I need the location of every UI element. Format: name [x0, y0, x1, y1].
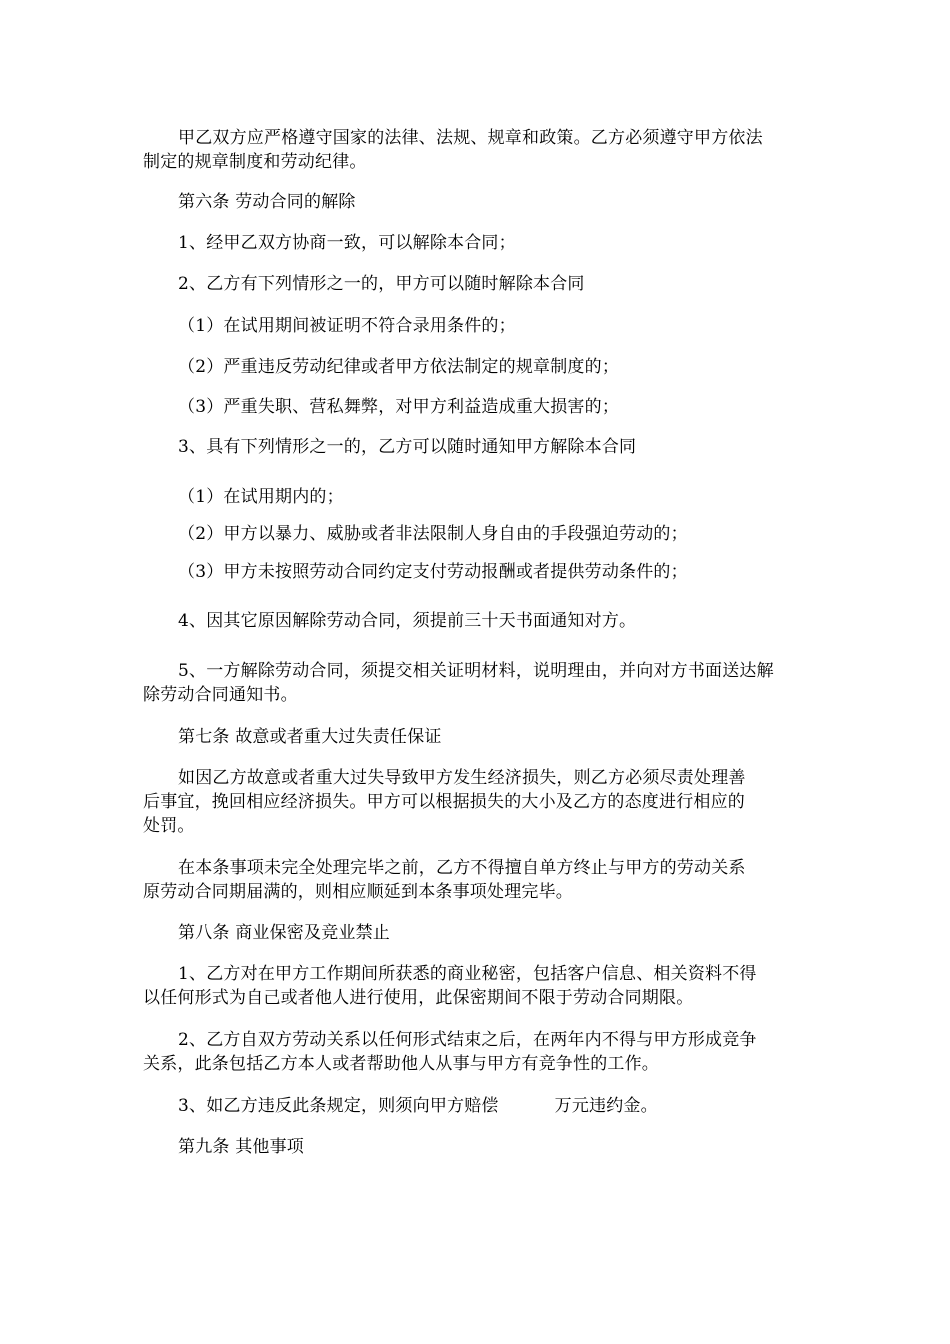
paragraph-line: 1、经甲乙双方协商一致，可以解除本合同； [178, 233, 516, 253]
paragraph-line: 以任何形式为自己或者他人进行使用，此保密期间不限于劳动合同期限。 [143, 988, 694, 1008]
list-item: （1）在试用期内的； [178, 487, 344, 507]
paragraph-line: 甲乙双方应严格遵守国家的法律、法规、规章和政策。乙方必须遵守甲方依法 [178, 128, 763, 148]
paragraph-line: 如因乙方故意或者重大过失导致甲方发生经济损失，则乙方必须尽责处理善 [178, 768, 746, 788]
paragraph-line: 制定的规章制度和劳动纪律。 [143, 152, 367, 172]
paragraph-line: 处罚。 [143, 816, 195, 836]
paragraph-line: 3、如乙方违反此条规定，则须向甲方赔偿 万元违约金。 [178, 1096, 658, 1116]
paragraph-line: 4、因其它原因解除劳动合同，须提前三十天书面通知对方。 [178, 611, 637, 631]
paragraph-line: 2、乙方有下列情形之一的，甲方可以随时解除本合同 [178, 274, 585, 294]
article-heading: 第九条 其他事项 [178, 1137, 305, 1157]
paragraph-line: 在本条事项未完全处理完毕之前，乙方不得擅自单方终止与甲方的劳动关系 [178, 858, 746, 878]
paragraph-line: 关系，此条包括乙方本人或者帮助他人从事与甲方有竞争性的工作。 [143, 1054, 659, 1074]
list-item: （2）严重违反劳动纪律或者甲方依法制定的规章制度的； [178, 357, 620, 377]
article-heading: 第七条 故意或者重大过失责任保证 [178, 727, 442, 747]
paragraph-line: 后事宜，挽回相应经济损失。甲方可以根据损失的大小及乙方的态度进行相应的 [143, 792, 745, 812]
paragraph-line: 3、具有下列情形之一的，乙方可以随时通知甲方解除本合同 [178, 437, 637, 457]
paragraph-line: 原劳动合同期届满的，则相应顺延到本条事项处理完毕。 [143, 882, 573, 902]
paragraph-line: 5、一方解除劳动合同，须提交相关证明材料，说明理由，并向对方书面送达解 [178, 661, 774, 681]
article-heading: 第八条 商业保密及竞业禁止 [178, 923, 391, 943]
paragraph-line: 2、乙方自双方劳动关系以任何形式结束之后，在两年内不得与甲方形成竞争 [178, 1030, 757, 1050]
list-item: （3）严重失职、营私舞弊，对甲方利益造成重大损害的； [178, 397, 620, 417]
paragraph-line: 除劳动合同通知书。 [143, 685, 298, 705]
list-item: （3）甲方未按照劳动合同约定支付劳动报酬或者提供劳动条件的； [178, 562, 688, 582]
article-heading: 第六条 劳动合同的解除 [178, 192, 356, 212]
list-item: （1）在试用期间被证明不符合录用条件的； [178, 316, 516, 336]
list-item: （2）甲方以暴力、威胁或者非法限制人身自由的手段强迫劳动的； [178, 524, 688, 544]
paragraph-line: 1、乙方对在甲方工作期间所获悉的商业秘密，包括客户信息、相关资料不得 [178, 964, 757, 984]
